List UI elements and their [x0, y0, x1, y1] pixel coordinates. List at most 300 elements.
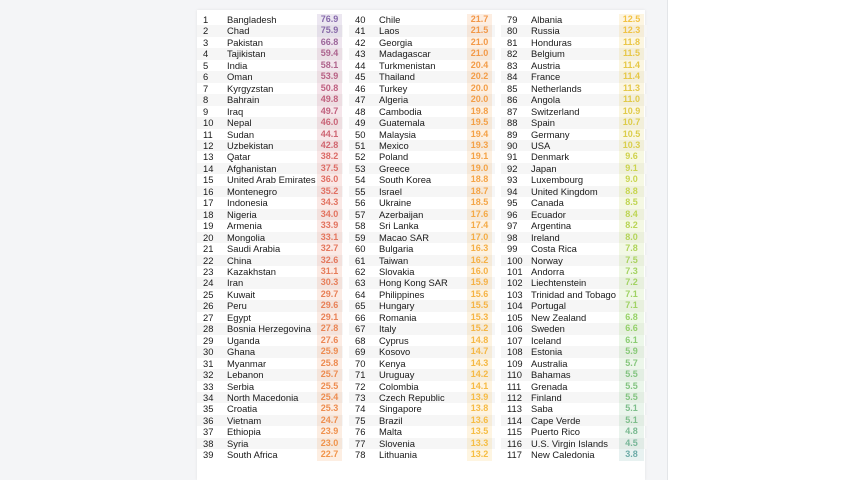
table-row: [501, 277, 647, 288]
rank-cell: 78: [355, 449, 366, 461]
rank-cell: 44: [355, 59, 366, 71]
country-cell: Estonia: [531, 346, 563, 358]
value-cell: 16.0: [467, 266, 492, 277]
table-row: [349, 415, 495, 426]
country-cell: United Kingdom: [531, 185, 598, 197]
table-row: [349, 94, 495, 105]
rank-cell: 58: [355, 220, 366, 232]
rank-cell: 109: [507, 357, 523, 369]
value-cell: 11.4: [619, 71, 644, 82]
value-cell: 11.5: [619, 48, 644, 59]
value-cell: 19.0: [467, 163, 492, 174]
rank-cell: 99: [507, 243, 518, 255]
country-cell: Macao SAR: [379, 231, 430, 243]
table-row: [197, 117, 343, 128]
value-cell: 33.1: [317, 232, 342, 243]
country-cell: Hungary: [379, 300, 415, 312]
value-cell: 20.2: [467, 71, 492, 82]
country-cell: Chad: [227, 25, 250, 37]
rank-cell: 62: [355, 265, 366, 277]
table-row: [349, 438, 495, 449]
rank-cell: 80: [507, 25, 518, 37]
value-cell: 10.9: [619, 106, 644, 117]
country-cell: Romania: [379, 311, 417, 323]
rank-cell: 47: [355, 94, 366, 106]
value-cell: 11.4: [619, 60, 644, 71]
rank-cell: 30: [203, 346, 214, 358]
value-cell: 46.0: [317, 117, 342, 128]
rank-cell: 31: [203, 357, 214, 369]
country-cell: Tajikistan: [227, 48, 266, 60]
value-cell: 9.0: [619, 174, 644, 185]
country-cell: Nepal: [227, 117, 252, 129]
country-cell: Slovakia: [379, 265, 415, 277]
country-cell: Bosnia Herzegovina: [227, 323, 311, 335]
value-cell: 24.7: [317, 415, 342, 426]
rank-cell: 86: [507, 94, 518, 106]
table-column-3: [501, 14, 647, 461]
country-cell: Madagascar: [379, 48, 431, 60]
value-cell: 25.5: [317, 381, 342, 392]
table-row: [349, 381, 495, 392]
rank-cell: 48: [355, 105, 366, 117]
value-cell: 32.6: [317, 255, 342, 266]
table-row: [501, 335, 647, 346]
table-row: [349, 163, 495, 174]
value-cell: 30.3: [317, 277, 342, 288]
rank-cell: 103: [507, 288, 523, 300]
table-row: [349, 426, 495, 437]
value-cell: 5.1: [619, 415, 644, 426]
value-cell: 10.3: [619, 140, 644, 151]
value-cell: 15.2: [467, 323, 492, 334]
rank-cell: 83: [507, 59, 518, 71]
rank-cell: 117: [507, 449, 522, 461]
value-cell: 6.8: [619, 312, 644, 323]
value-cell: 29.6: [317, 300, 342, 311]
value-cell: 76.9: [317, 14, 342, 25]
rank-cell: 8: [203, 94, 209, 106]
country-cell: Albania: [531, 14, 563, 25]
rank-cell: 29: [203, 334, 214, 346]
table-row: [197, 94, 343, 105]
country-cell: Saba: [531, 403, 553, 415]
value-cell: 4.8: [619, 426, 644, 437]
value-cell: 13.8: [467, 403, 492, 414]
rank-cell: 6: [203, 71, 209, 83]
rank-cell: 102: [507, 277, 523, 289]
value-cell: 10.5: [619, 129, 644, 140]
table-row: [349, 83, 495, 94]
value-cell: 50.8: [317, 83, 342, 94]
rank-cell: 100: [507, 254, 523, 266]
rank-cell: 70: [355, 357, 366, 369]
rank-cell: 21: [203, 243, 214, 255]
country-cell: Sudan: [227, 128, 255, 140]
table-row: [501, 129, 647, 140]
value-cell: 19.4: [467, 129, 492, 140]
value-cell: 11.0: [619, 94, 644, 105]
table-row: [197, 71, 343, 82]
table-row: [501, 106, 647, 117]
rank-cell: 43: [355, 48, 366, 60]
country-cell: Armenia: [227, 220, 262, 232]
value-cell: 23.0: [317, 438, 342, 449]
value-cell: 35.2: [317, 186, 342, 197]
rank-cell: 56: [355, 197, 366, 209]
value-cell: 17.4: [467, 220, 492, 231]
rank-cell: 32: [203, 369, 214, 381]
country-cell: Switzerland: [531, 105, 580, 117]
rank-cell: 45: [355, 71, 366, 83]
table-row: [501, 266, 647, 277]
country-cell: Azerbaijan: [379, 208, 424, 220]
rank-cell: 87: [507, 105, 518, 117]
value-cell: 16.2: [467, 255, 492, 266]
country-cell: Puerto Rico: [531, 426, 580, 438]
table-row: [349, 209, 495, 220]
country-cell: Ecuador: [531, 208, 566, 220]
table-row: [349, 197, 495, 208]
country-cell: Malta: [379, 426, 402, 438]
table-row: [501, 403, 647, 414]
table-row: [197, 163, 343, 174]
table-row: [197, 415, 343, 426]
country-cell: Australia: [531, 357, 568, 369]
country-cell: Kuwait: [227, 288, 256, 300]
value-cell: 25.8: [317, 358, 342, 369]
value-cell: 49.8: [317, 94, 342, 105]
value-cell: 18.8: [467, 174, 492, 185]
value-cell: 19.1: [467, 151, 492, 162]
value-cell: 17.6: [467, 209, 492, 220]
rank-cell: 64: [355, 288, 366, 300]
table-row: [197, 186, 343, 197]
rank-cell: 84: [507, 71, 518, 83]
value-cell: 20.0: [467, 94, 492, 105]
rank-cell: 91: [507, 151, 518, 163]
value-cell: 5.5: [619, 369, 644, 380]
table-row: [349, 266, 495, 277]
table-row: [501, 346, 647, 357]
country-cell: Trinidad and Tobago: [531, 288, 616, 300]
country-cell: Lithuania: [379, 449, 418, 461]
rank-cell: 96: [507, 208, 518, 220]
value-cell: 31.1: [317, 266, 342, 277]
value-cell: 29.7: [317, 289, 342, 300]
table-row: [501, 220, 647, 231]
rank-cell: 50: [355, 128, 366, 140]
value-cell: 13.5: [467, 426, 492, 437]
table-row: [197, 300, 343, 311]
table-row: [501, 25, 647, 36]
country-cell: South Africa: [227, 449, 278, 461]
country-cell: Hong Kong SAR: [379, 277, 448, 289]
country-cell: Netherlands: [531, 82, 582, 94]
country-cell: Ghana: [227, 346, 256, 358]
rank-cell: 94: [507, 185, 518, 197]
value-cell: 14.7: [467, 346, 492, 357]
rank-cell: 104: [507, 300, 523, 312]
value-cell: 19.8: [467, 106, 492, 117]
table-row: [349, 312, 495, 323]
rank-cell: 98: [507, 231, 518, 243]
rank-cell: 42: [355, 36, 366, 48]
table-row: [197, 106, 343, 117]
table-row: [197, 346, 343, 357]
rank-cell: 28: [203, 323, 214, 335]
table-row: [197, 129, 343, 140]
table-row: [197, 209, 343, 220]
table-row: [349, 48, 495, 59]
rank-cell: 67: [355, 323, 366, 335]
country-cell: Argentina: [531, 220, 572, 232]
value-cell: 29.1: [317, 312, 342, 323]
country-cell: Bangladesh: [227, 14, 277, 25]
country-cell: Costa Rica: [531, 243, 577, 255]
country-cell: Luxembourg: [531, 174, 584, 186]
rank-cell: 76: [355, 426, 366, 438]
value-cell: 11.8: [619, 37, 644, 48]
value-cell: 7.8: [619, 243, 644, 254]
value-cell: 32.7: [317, 243, 342, 254]
rank-cell: 88: [507, 117, 518, 129]
rank-cell: 40: [355, 14, 366, 25]
value-cell: 9.6: [619, 151, 644, 162]
rank-cell: 107: [507, 334, 523, 346]
rank-cell: 79: [507, 14, 518, 25]
rank-cell: 39: [203, 449, 214, 461]
value-cell: 5.5: [619, 381, 644, 392]
country-cell: Russia: [531, 25, 560, 37]
country-cell: Bulgaria: [379, 243, 414, 255]
rank-cell: 74: [355, 403, 366, 415]
country-cell: Afghanistan: [227, 162, 277, 174]
country-cell: Israel: [379, 185, 402, 197]
table-row: [501, 117, 647, 128]
table-row: [197, 426, 343, 437]
country-cell: Iraq: [227, 105, 244, 117]
country-cell: Montenegro: [227, 185, 278, 197]
table-row: [501, 209, 647, 220]
country-cell: Japan: [531, 162, 557, 174]
country-cell: Chile: [379, 14, 401, 25]
table-row: [197, 220, 343, 231]
value-cell: 25.9: [317, 346, 342, 357]
rank-cell: 92: [507, 162, 518, 174]
table-row: [197, 392, 343, 403]
rank-cell: 27: [203, 311, 214, 323]
table-row: [197, 48, 343, 59]
table-row: [197, 25, 343, 36]
table-row: [197, 266, 343, 277]
table-row: [501, 197, 647, 208]
country-cell: Georgia: [379, 36, 413, 48]
table-row: [501, 300, 647, 311]
country-cell: Serbia: [227, 380, 255, 392]
value-cell: 23.9: [317, 426, 342, 437]
country-cell: France: [531, 71, 561, 83]
country-cell: Kazakhstan: [227, 265, 276, 277]
table-row: [349, 323, 495, 334]
table-row: [501, 243, 647, 254]
table-row: [197, 277, 343, 288]
country-cell: Honduras: [531, 36, 572, 48]
value-cell: 25.3: [317, 403, 342, 414]
country-cell: Ireland: [531, 231, 560, 243]
table-row: [349, 403, 495, 414]
value-cell: 15.5: [467, 300, 492, 311]
table-row: [501, 312, 647, 323]
table-row: [501, 151, 647, 162]
rank-cell: 90: [507, 139, 518, 151]
rank-cell: 51: [355, 139, 366, 151]
country-cell: China: [227, 254, 252, 266]
value-cell: 7.3: [619, 266, 644, 277]
rank-cell: 53: [355, 162, 366, 174]
table-row: [197, 14, 343, 25]
country-cell: Spain: [531, 117, 555, 129]
value-cell: 18.7: [467, 186, 492, 197]
value-cell: 11.3: [619, 83, 644, 94]
country-cell: Myanmar: [227, 357, 267, 369]
country-cell: Saudi Arabia: [227, 243, 281, 255]
table-row: [197, 312, 343, 323]
rank-cell: 93: [507, 174, 518, 186]
table-row: [349, 129, 495, 140]
rank-cell: 61: [355, 254, 366, 266]
table-row: [501, 392, 647, 403]
country-cell: Philippines: [379, 288, 425, 300]
value-cell: 22.7: [317, 449, 342, 460]
table-row: [349, 117, 495, 128]
value-cell: 15.3: [467, 312, 492, 323]
table-row: [501, 289, 647, 300]
country-cell: Andorra: [531, 265, 565, 277]
rank-cell: 116: [507, 437, 522, 449]
rank-cell: 26: [203, 300, 214, 312]
table-row: [197, 369, 343, 380]
rank-cell: 46: [355, 82, 366, 94]
country-cell: Turkmenistan: [379, 59, 436, 71]
value-cell: 21.7: [467, 14, 492, 25]
table-row: [349, 335, 495, 346]
country-cell: Algeria: [379, 94, 409, 106]
value-cell: 25.7: [317, 369, 342, 380]
table-row: [349, 37, 495, 48]
table-row: [349, 369, 495, 380]
table-row: [501, 140, 647, 151]
value-cell: 75.9: [317, 25, 342, 36]
table-row: [349, 449, 495, 460]
country-cell: Egypt: [227, 311, 251, 323]
table-row: [349, 277, 495, 288]
table-row: [349, 300, 495, 311]
country-cell: Austria: [531, 59, 561, 71]
country-cell: Mexico: [379, 139, 409, 151]
value-cell: 19.3: [467, 140, 492, 151]
rank-cell: 59: [355, 231, 366, 243]
table-row: [349, 151, 495, 162]
value-cell: 16.3: [467, 243, 492, 254]
value-cell: 8.5: [619, 197, 644, 208]
country-cell: Liechtenstein: [531, 277, 587, 289]
table-row: [349, 106, 495, 117]
rank-cell: 33: [203, 380, 214, 392]
country-cell: India: [227, 59, 248, 71]
country-cell: Malaysia: [379, 128, 416, 140]
country-cell: Qatar: [227, 151, 251, 163]
country-cell: Lebanon: [227, 369, 264, 381]
table-row: [501, 60, 647, 71]
value-cell: 6.6: [619, 323, 644, 334]
country-cell: Turkey: [379, 82, 408, 94]
country-cell: Grenada: [531, 380, 568, 392]
rank-cell: 18: [203, 208, 214, 220]
table-row: [501, 323, 647, 334]
rank-cell: 14: [203, 162, 214, 174]
country-cell: Peru: [227, 300, 247, 312]
table-row: [349, 71, 495, 82]
rank-cell: 7: [203, 82, 209, 94]
rank-cell: 75: [355, 414, 366, 426]
value-cell: 42.8: [317, 140, 342, 151]
table-row: [501, 358, 647, 369]
country-cell: Ukraine: [379, 197, 412, 209]
table-row: [197, 232, 343, 243]
table-row: [501, 415, 647, 426]
country-cell: Sri Lanka: [379, 220, 419, 232]
table-row: [349, 220, 495, 231]
rank-cell: 23: [203, 265, 214, 277]
table-row: [349, 174, 495, 185]
rank-cell: 22: [203, 254, 214, 266]
table-row: [197, 174, 343, 185]
country-cell: Guatemala: [379, 117, 425, 129]
rank-cell: 3: [203, 36, 209, 48]
rank-cell: 38: [203, 437, 214, 449]
rank-cell: 2: [203, 25, 209, 37]
table-row: [501, 83, 647, 94]
value-cell: 8.0: [619, 232, 644, 243]
rank-cell: 69: [355, 346, 366, 358]
table-row: [197, 140, 343, 151]
country-cell: Belgium: [531, 48, 565, 60]
rank-cell: 1: [203, 14, 209, 25]
rank-cell: 111: [507, 380, 522, 392]
rank-cell: 19: [203, 220, 214, 232]
rank-cell: 54: [355, 174, 366, 186]
table-row: [501, 14, 647, 25]
table-row: [501, 255, 647, 266]
value-cell: 6.1: [619, 335, 644, 346]
country-cell: Taiwan: [379, 254, 409, 266]
value-cell: 7.1: [619, 300, 644, 311]
table-row: [501, 438, 647, 449]
value-cell: 13.2: [467, 449, 492, 460]
value-cell: 34.0: [317, 209, 342, 220]
rank-cell: 17: [203, 197, 214, 209]
value-cell: 36.0: [317, 174, 342, 185]
table-row: [197, 151, 343, 162]
rank-cell: 37: [203, 426, 214, 438]
rank-cell: 15: [203, 174, 214, 186]
rank-cell: 110: [507, 369, 522, 381]
table-row: [349, 60, 495, 71]
country-cell: Kenya: [379, 357, 406, 369]
country-cell: Nigeria: [227, 208, 257, 220]
country-cell: Kosovo: [379, 346, 411, 358]
